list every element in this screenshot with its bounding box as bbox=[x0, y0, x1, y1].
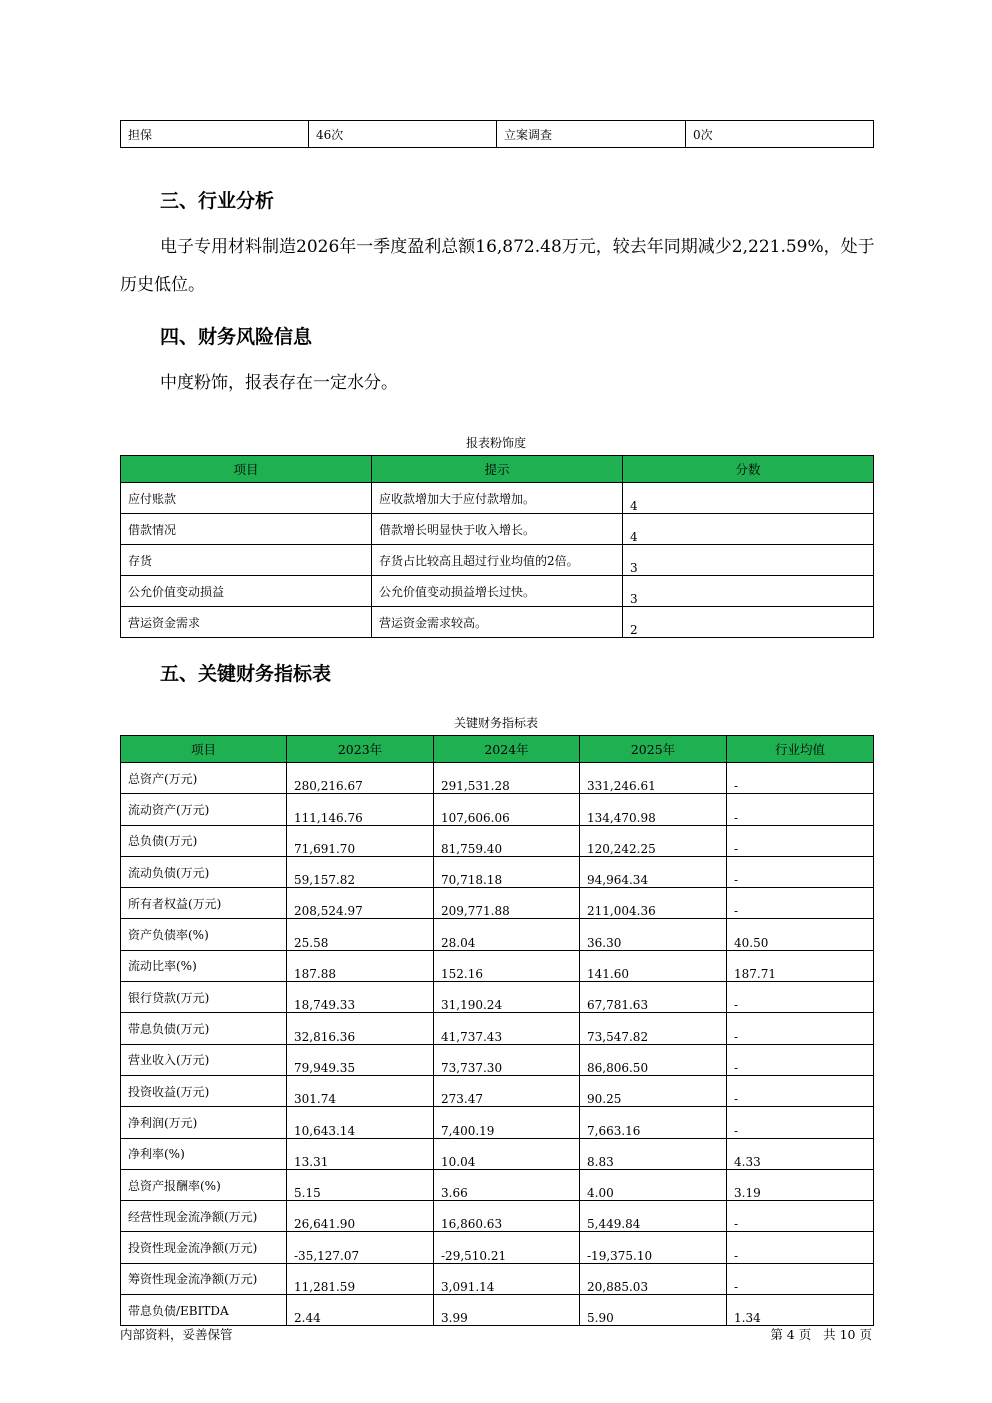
risk-table-caption: 报表粉饰度 bbox=[465, 436, 526, 450]
table-cell: 5,449.84 bbox=[580, 1201, 727, 1232]
column-header: 2023年 bbox=[287, 736, 434, 763]
table-cell: 120,242.25 bbox=[580, 825, 727, 856]
table-cell: -29,510.21 bbox=[434, 1232, 580, 1263]
table-row bbox=[121, 825, 874, 856]
table-cell: 4.33 bbox=[727, 1138, 874, 1169]
table-cell: 营运资金需求 bbox=[121, 607, 372, 638]
table-cell: 筹资性现金流净额(万元) bbox=[121, 1263, 287, 1294]
table-cell: 134,470.98 bbox=[580, 794, 727, 825]
table-cell: - bbox=[727, 1263, 874, 1294]
table-row bbox=[121, 856, 874, 887]
table-cell: 应收款增加大于应付款增加。 bbox=[372, 483, 623, 514]
table-row bbox=[121, 1263, 874, 1294]
table-cell: 所有者权益(万元) bbox=[121, 888, 287, 919]
table-cell: 5.15 bbox=[287, 1169, 434, 1200]
table-cell: 10,643.14 bbox=[287, 1107, 434, 1138]
table-cell: 公允价值变动损益增长过快。 bbox=[372, 576, 623, 607]
page-number: 第 4 页 共 10 页 bbox=[770, 1327, 872, 1342]
table-cell: 59,157.82 bbox=[287, 856, 434, 887]
table-cell: 3,091.14 bbox=[434, 1263, 580, 1294]
column-header: 分数 bbox=[623, 456, 874, 483]
table-cell: 经营性现金流净额(万元) bbox=[121, 1201, 287, 1232]
table-cell: - bbox=[727, 1201, 874, 1232]
table-cell: 25.58 bbox=[287, 919, 434, 950]
table-cell: - bbox=[727, 794, 874, 825]
table-cell: 带息负债/EBITDA bbox=[121, 1295, 287, 1326]
table-cell: 带息负债(万元) bbox=[121, 1013, 287, 1044]
column-header: 行业均值 bbox=[727, 736, 874, 763]
table-cell: 借款增长明显快于收入增长。 bbox=[372, 514, 623, 545]
table-cell: 67,781.63 bbox=[580, 982, 727, 1013]
table-cell: - bbox=[727, 982, 874, 1013]
table-cell: 273.47 bbox=[434, 1075, 580, 1106]
table-cell: - bbox=[727, 1075, 874, 1106]
table-cell: - bbox=[727, 1013, 874, 1044]
table-cell: 3.19 bbox=[727, 1169, 874, 1200]
table-row bbox=[121, 121, 874, 148]
financial-indicators-table bbox=[120, 735, 874, 1326]
table-cell: 应付账款 bbox=[121, 483, 372, 514]
table-cell: 营业收入(万元) bbox=[121, 1044, 287, 1075]
table-row bbox=[121, 950, 874, 981]
table-row bbox=[121, 1169, 874, 1200]
table-cell: 209,771.88 bbox=[434, 888, 580, 919]
table-row bbox=[121, 545, 874, 576]
table-cell: 3 bbox=[623, 545, 874, 576]
table-cell: 净利率(%) bbox=[121, 1138, 287, 1169]
table-cell: 81,759.40 bbox=[434, 825, 580, 856]
table-row bbox=[121, 1232, 874, 1263]
table-cell: 营运资金需求较高。 bbox=[372, 607, 623, 638]
table-cell: 存货 bbox=[121, 545, 372, 576]
table-cell: 4 bbox=[623, 483, 874, 514]
table-cell: 41,737.43 bbox=[434, 1013, 580, 1044]
table-cell: - bbox=[727, 888, 874, 919]
table-cell: 32,816.36 bbox=[287, 1013, 434, 1044]
table-cell: 公允价值变动损益 bbox=[121, 576, 372, 607]
table-cell: 10.04 bbox=[434, 1138, 580, 1169]
table-row bbox=[121, 607, 874, 638]
table-cell: 2.44 bbox=[287, 1295, 434, 1326]
table-cell: 立案调查 bbox=[497, 121, 686, 148]
table-cell: 79,949.35 bbox=[287, 1044, 434, 1075]
footer-left: 内部资料，妥善保管 bbox=[120, 1327, 233, 1342]
table-cell: -19,375.10 bbox=[580, 1232, 727, 1263]
table-row bbox=[121, 982, 874, 1013]
financial-table-caption: 关键财务指标表 bbox=[453, 716, 538, 730]
table-cell: 208,524.97 bbox=[287, 888, 434, 919]
table-cell: 107,606.06 bbox=[434, 794, 580, 825]
table-cell: 流动资产(万元) bbox=[121, 794, 287, 825]
section3-paragraph: 电子专用材料制造2026年一季度盈利总额16,872.48万元，较去年同期减少2,221.59%，处于历史低位。 bbox=[120, 237, 875, 295]
table-cell: 280,216.67 bbox=[287, 763, 434, 794]
column-header: 提示 bbox=[372, 456, 623, 483]
table-cell: 16,860.63 bbox=[434, 1201, 580, 1232]
table-cell: 94,964.34 bbox=[580, 856, 727, 887]
table-cell: 36.30 bbox=[580, 919, 727, 950]
table-cell: 存货占比较高且超过行业均值的2倍。 bbox=[372, 545, 623, 576]
table-cell: 86,806.50 bbox=[580, 1044, 727, 1075]
table-cell: 流动负债(万元) bbox=[121, 856, 287, 887]
table-row bbox=[121, 514, 874, 545]
table-cell: 借款情况 bbox=[121, 514, 372, 545]
table-cell: 银行贷款(万元) bbox=[121, 982, 287, 1013]
table-cell: 投资性现金流净额(万元) bbox=[121, 1232, 287, 1263]
table-cell: - bbox=[727, 1232, 874, 1263]
table-cell: 187.88 bbox=[287, 950, 434, 981]
table-cell: 141.60 bbox=[580, 950, 727, 981]
table-cell: 28.04 bbox=[434, 919, 580, 950]
table-cell: 总负债(万元) bbox=[121, 825, 287, 856]
table-cell: 26,641.90 bbox=[287, 1201, 434, 1232]
table-cell: 73,547.82 bbox=[580, 1013, 727, 1044]
table-cell: 总资产报酬率(%) bbox=[121, 1169, 287, 1200]
table-cell: -35,127.07 bbox=[287, 1232, 434, 1263]
table-row bbox=[121, 1201, 874, 1232]
table-row bbox=[121, 1075, 874, 1106]
table-cell: 11,281.59 bbox=[287, 1263, 434, 1294]
table-cell: 71,691.70 bbox=[287, 825, 434, 856]
table-cell: 流动比率(%) bbox=[121, 950, 287, 981]
table-cell: 4.00 bbox=[580, 1169, 727, 1200]
table-cell: 301.74 bbox=[287, 1075, 434, 1106]
table-cell: 2 bbox=[623, 607, 874, 638]
column-header: 2024年 bbox=[434, 736, 580, 763]
section4-paragraph: 中度粉饰，报表存在一定水分。 bbox=[160, 373, 398, 393]
table-cell: 73,737.30 bbox=[434, 1044, 580, 1075]
table-cell: 20,885.03 bbox=[580, 1263, 727, 1294]
table-cell: 0次 bbox=[686, 121, 874, 148]
table-cell: 7,400.19 bbox=[434, 1107, 580, 1138]
table-row bbox=[121, 483, 874, 514]
column-header: 项目 bbox=[121, 736, 287, 763]
table-cell: 投资收益(万元) bbox=[121, 1075, 287, 1106]
table-cell: 3 bbox=[623, 576, 874, 607]
table-row bbox=[121, 1107, 874, 1138]
table-cell: - bbox=[727, 825, 874, 856]
table-cell: - bbox=[727, 1107, 874, 1138]
table-header-row bbox=[121, 736, 874, 763]
table-cell: 13.31 bbox=[287, 1138, 434, 1169]
table-cell: 46次 bbox=[309, 121, 497, 148]
column-header: 2025年 bbox=[580, 736, 727, 763]
table-row bbox=[121, 1044, 874, 1075]
table-cell: 18,749.33 bbox=[287, 982, 434, 1013]
table-cell: 资产负债率(%) bbox=[121, 919, 287, 950]
table-row bbox=[121, 576, 874, 607]
table-cell: 7,663.16 bbox=[580, 1107, 727, 1138]
table-cell: - bbox=[727, 763, 874, 794]
table-cell: 152.16 bbox=[434, 950, 580, 981]
table-cell: 8.83 bbox=[580, 1138, 727, 1169]
table-row bbox=[121, 763, 874, 794]
table-cell: 3.99 bbox=[434, 1295, 580, 1326]
section4-heading: 四、财务风险信息 bbox=[160, 326, 313, 348]
table-cell: - bbox=[727, 856, 874, 887]
table-cell: 31,190.24 bbox=[434, 982, 580, 1013]
table-cell: 40.50 bbox=[727, 919, 874, 950]
table-row bbox=[121, 1138, 874, 1169]
risk-table bbox=[120, 455, 874, 638]
table-cell: 90.25 bbox=[580, 1075, 727, 1106]
table-row bbox=[121, 888, 874, 919]
table-cell: 4 bbox=[623, 514, 874, 545]
table-row bbox=[121, 1295, 874, 1326]
table-cell: 331,246.61 bbox=[580, 763, 727, 794]
table-row bbox=[121, 794, 874, 825]
table-cell: 1.34 bbox=[727, 1295, 874, 1326]
section5-heading: 五、关键财务指标表 bbox=[160, 663, 332, 685]
table-cell: 3.66 bbox=[434, 1169, 580, 1200]
table-cell: 70,718.18 bbox=[434, 856, 580, 887]
table-row bbox=[121, 1013, 874, 1044]
table-cell: 187.71 bbox=[727, 950, 874, 981]
table-cell: 5.90 bbox=[580, 1295, 727, 1326]
section3-heading: 三、行业分析 bbox=[160, 190, 275, 212]
table-cell: 担保 bbox=[121, 121, 309, 148]
table-cell: 净利润(万元) bbox=[121, 1107, 287, 1138]
table-cell: 291,531.28 bbox=[434, 763, 580, 794]
table-row bbox=[121, 919, 874, 950]
column-header: 项目 bbox=[121, 456, 372, 483]
summary-table bbox=[120, 120, 874, 148]
table-cell: 总资产(万元) bbox=[121, 763, 287, 794]
table-cell: 211,004.36 bbox=[580, 888, 727, 919]
table-cell: 111,146.76 bbox=[287, 794, 434, 825]
table-header-row bbox=[121, 456, 874, 483]
table-cell: - bbox=[727, 1044, 874, 1075]
